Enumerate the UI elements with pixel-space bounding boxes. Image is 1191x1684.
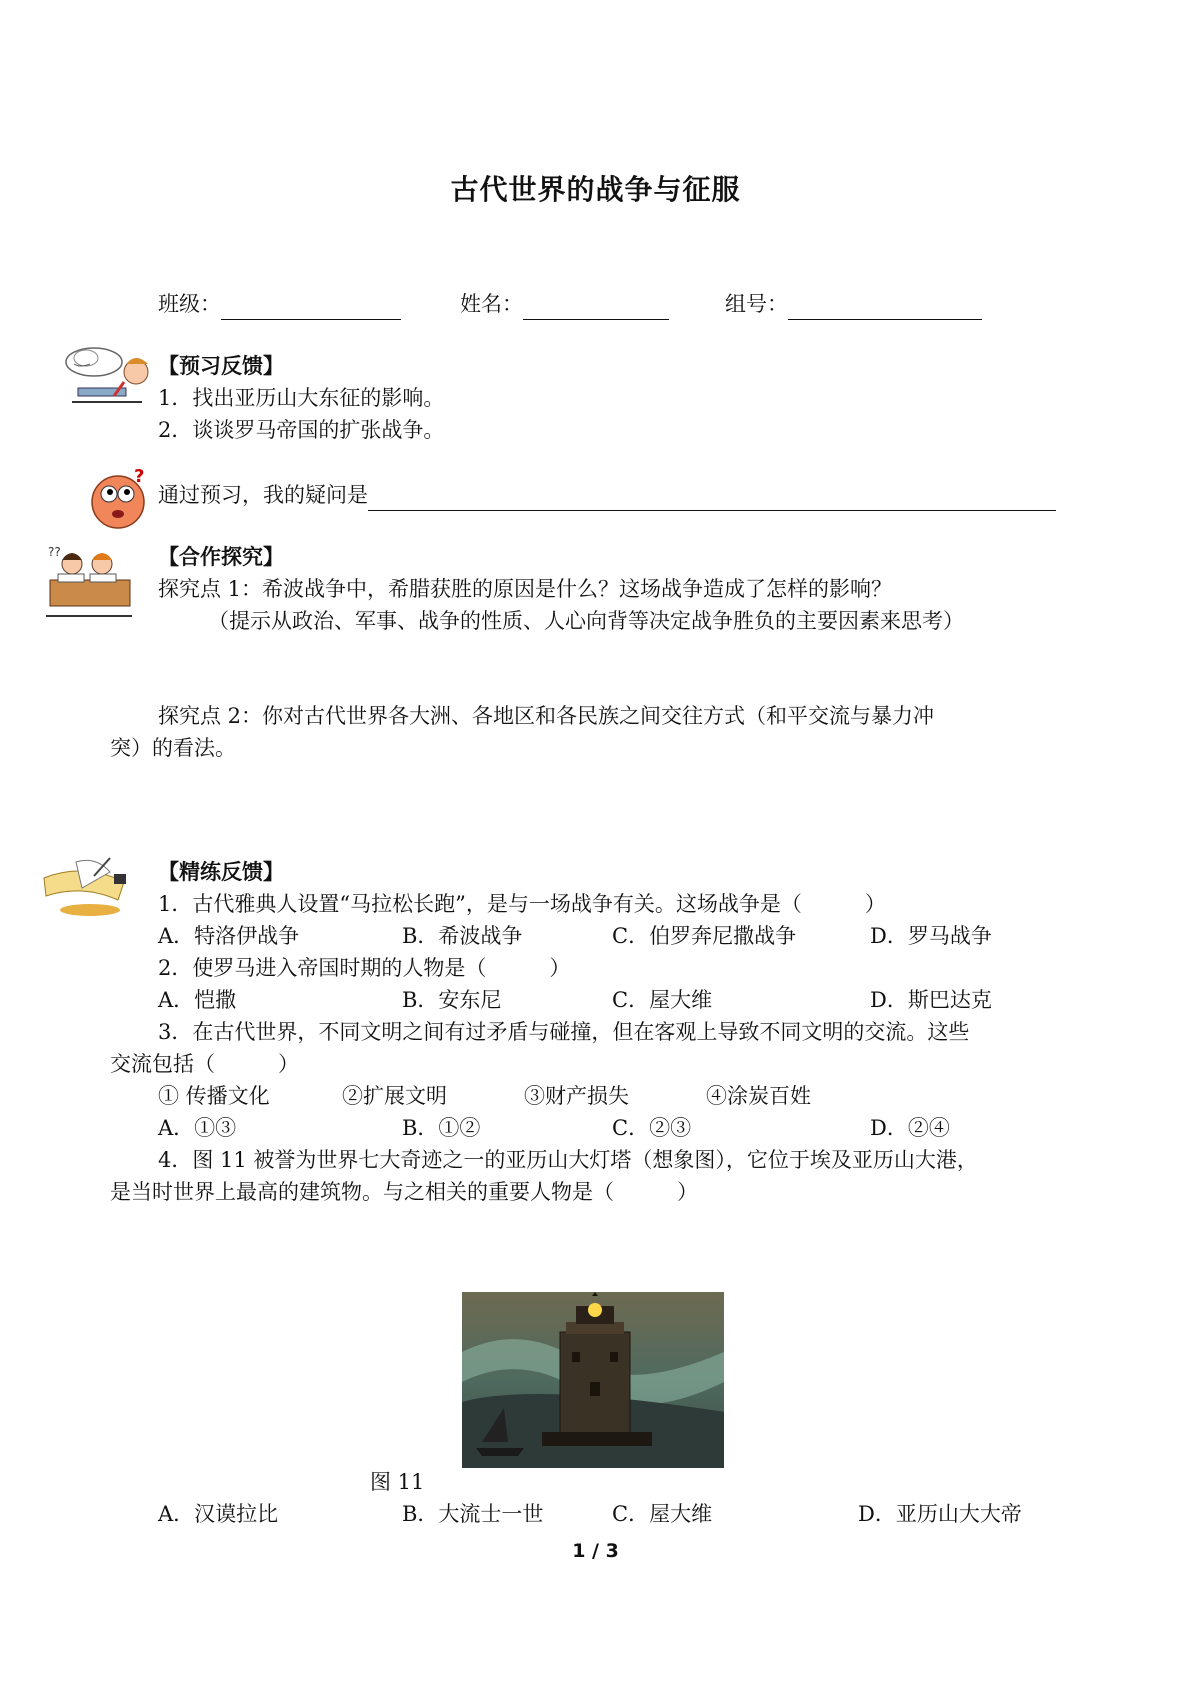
q3-item: ②扩展文明 [342,1084,447,1108]
preview-item: 2．谈谈罗马帝国的扩张战争。 [158,418,445,442]
figure-caption: 图 11 [370,1470,425,1494]
group-blank[interactable] [788,299,982,320]
lighthouse-figure [462,1292,724,1468]
class-blank[interactable] [221,299,401,320]
q3-option-d[interactable]: D．②④ [870,1116,950,1140]
q3-option-a[interactable]: A．①③ [158,1116,237,1140]
explore-point-1-hint: （提示从政治、军事、战争的性质、人心向背等决定战争胜负的主要因素来思考） [208,609,964,633]
q1-option-c[interactable]: C．伯罗奔尼撒战争 [612,924,797,948]
preview-item: 1．找出亚历山大东征的影响。 [158,386,445,410]
q3-stem-cont: 交流包括（ ） [110,1052,299,1076]
page-number: 1 / 3 [572,1540,619,1562]
svg-text:?: ? [134,468,145,487]
q1-stem: 1．古代雅典人设置“马拉松长跑”，是与一场战争有关。这场战争是（ ） [158,892,886,916]
q4-option-a[interactable]: A．汉谟拉比 [158,1502,279,1526]
name-blank[interactable] [523,299,669,320]
q1-option-d[interactable]: D．罗马战争 [870,924,992,948]
q3-item: ③财产损失 [524,1084,629,1108]
q1-option-b[interactable]: B．希波战争 [402,924,523,948]
thinking-student-icon [64,344,162,412]
q2-option-a[interactable]: A．恺撒 [158,988,237,1012]
name-label: 姓名： [460,292,523,316]
q3-stem: 3．在古代世界，不同文明之间有过矛盾与碰撞，但在客观上导致不同文明的交流。这些 [158,1020,970,1044]
cooperate-header: 【合作探究】 [158,545,284,569]
practice-header: 【精练反馈】 [158,860,284,884]
preview-header: 【预习反馈】 [158,354,284,378]
q2-stem: 2．使罗马进入帝国时期的人物是（ ） [158,956,571,980]
q4-stem: 4．图 11 被誉为世界七大奇迹之一的亚历山大灯塔（想象图），它位于埃及亚历山大港， [158,1148,978,1172]
q2-option-c[interactable]: C．屋大维 [612,988,713,1012]
q1-option-a[interactable]: A．特洛伊战争 [158,924,300,948]
q4-option-c[interactable]: C．屋大维 [612,1502,713,1526]
group-field[interactable] [725,288,982,320]
q2-option-d[interactable]: D．斯巴达克 [870,988,992,1012]
students-desk-icon [44,544,136,622]
class-label: 班级： [158,292,221,316]
explore-point-1: 探究点 1：希波战争中，希腊获胜的原因是什么？这场战争造成了怎样的影响？ [158,577,893,601]
question-prompt-row[interactable] [158,479,1056,511]
question-blank[interactable] [368,490,1056,511]
q3-option-c[interactable]: C．②③ [612,1116,692,1140]
confused-face-icon [88,468,150,532]
q4-stem-cont: 是当时世界上最高的建筑物。与之相关的重要人物是（ ） [110,1180,698,1204]
explore-point-2-cont: 突）的看法。 [110,736,236,760]
q3-option-b[interactable]: B．①② [402,1116,481,1140]
svg-text:??: ?? [48,545,61,559]
q4-option-b[interactable]: B．大流士一世 [402,1502,544,1526]
group-label: 组号： [725,292,788,316]
question-prompt-label: 通过预习，我的疑问是 [158,483,368,507]
q4-option-d[interactable]: D．亚历山大大帝 [858,1502,1022,1526]
name-field[interactable] [460,288,669,320]
explore-point-2: 探究点 2：你对古代世界各大洲、各地区和各民族之间交往方式（和平交流与暴力冲 [158,704,935,728]
page-title: 古代世界的战争与征服 [450,173,741,206]
class-field[interactable] [158,288,401,320]
quill-scroll-icon [36,854,136,918]
q2-option-b[interactable]: B．安东尼 [402,988,502,1012]
q3-item: ① 传播文化 [158,1084,270,1108]
q3-item: ④涂炭百姓 [706,1084,811,1108]
